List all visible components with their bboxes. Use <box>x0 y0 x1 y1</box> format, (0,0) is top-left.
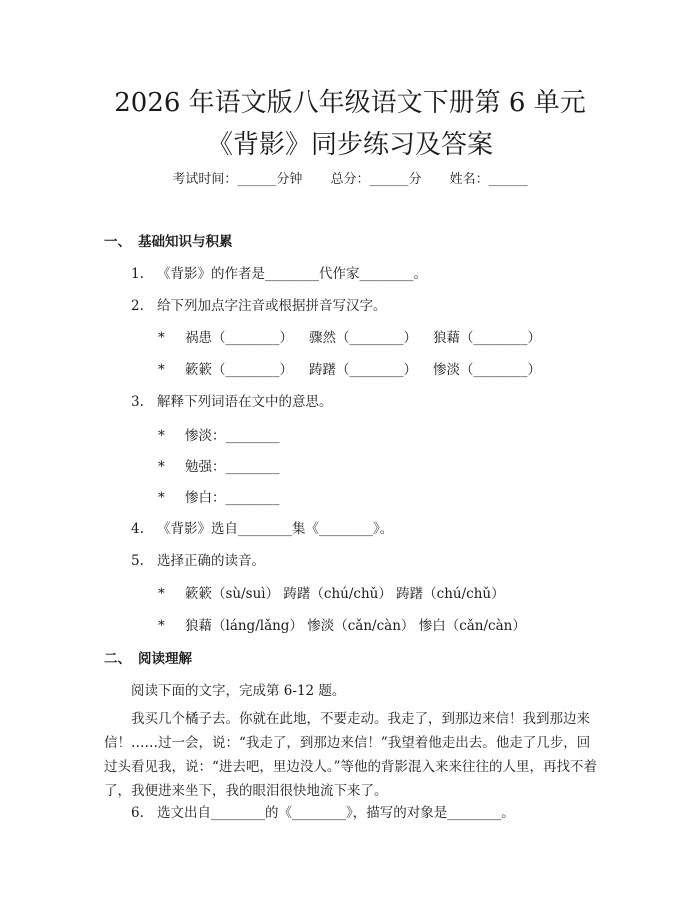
question-text: 选择正确的读音。 <box>157 553 265 569</box>
definition-item <box>158 455 280 475</box>
bullet-icon: * <box>158 362 165 378</box>
section-heading-2 <box>104 647 192 667</box>
question-text: 《背影》的作者是________代作家________。 <box>157 266 427 282</box>
question-number: 4. <box>131 521 144 537</box>
bullet-icon: * <box>158 330 165 346</box>
question-4 <box>131 517 393 537</box>
definition-item <box>158 486 280 506</box>
section-title: 基础知识与积累 <box>138 234 233 250</box>
exam-meta <box>0 168 700 187</box>
reading-choice-row-1 <box>158 582 505 602</box>
question-number: 3. <box>131 394 144 410</box>
definition-blank[interactable]: 勉强：________ <box>185 459 280 475</box>
question-1 <box>131 262 427 282</box>
question-text: 解释下列词语在文中的意思。 <box>157 394 333 410</box>
question-number: 6. <box>131 805 144 821</box>
pinyin-item[interactable]: 狼藉（________） <box>433 330 541 346</box>
reading-passage <box>104 707 600 803</box>
pinyin-item[interactable]: 骤然（________） <box>309 330 417 346</box>
section-title: 阅读理解 <box>138 651 192 667</box>
bullet-icon: * <box>158 618 165 634</box>
pinyin-row-1 <box>158 326 541 346</box>
section-number: 二、 <box>104 651 131 667</box>
section-heading-1 <box>104 230 233 250</box>
question-number: 2. <box>131 298 144 314</box>
definition-blank[interactable]: 惨白：________ <box>185 490 280 506</box>
instruction-text: 阅读下面的文字，完成第 6-12 题。 <box>131 683 346 699</box>
bullet-icon: * <box>158 459 165 475</box>
question-6 <box>131 801 515 821</box>
question-text: 选文出自________的《________》，描写的对象是________。 <box>157 805 515 821</box>
question-2 <box>131 294 387 314</box>
exam-time-field[interactable]: 考试时间：______分钟 <box>172 172 303 187</box>
reading-instruction <box>104 679 600 703</box>
bullet-icon: * <box>158 586 165 602</box>
question-text: 《背影》选自________集《________》。 <box>157 521 394 537</box>
question-3 <box>131 390 333 410</box>
question-number: 1. <box>131 266 144 282</box>
section-number: 一、 <box>104 234 131 250</box>
total-score-field[interactable]: 总分：______分 <box>330 172 422 187</box>
bullet-icon: * <box>158 428 165 444</box>
definition-blank[interactable]: 惨淡：________ <box>185 428 280 444</box>
question-number: 5. <box>131 553 144 569</box>
bullet-icon: * <box>158 490 165 506</box>
page-title: 2026 年语文版八年级语文下册第 6 单元《背影》同步练习及答案 <box>114 88 586 160</box>
question-5 <box>131 549 265 569</box>
passage-text: 我买几个橘子去。你就在此地，不要走动。我走了，到那边来信！我到那边来信！……过一会，说：“我走了，到那边来信！”我望着他走出去。他走了几步，回过头看见我，说：“进去吧，里边没人。”等他的背影混入来来往往的人里，再找不着了，我便进来坐下，我的眼泪很快地流下来了。 <box>104 711 598 799</box>
pinyin-item[interactable]: 惨淡（________） <box>433 362 541 378</box>
pinyin-item[interactable]: 踌躇（________） <box>309 362 417 378</box>
student-name-field[interactable]: 姓名：______ <box>449 172 528 187</box>
reading-choices[interactable]: 狼藉（láng/lǎng） 惨淡（cǎn/càn） 惨白（cǎn/càn） <box>185 618 526 634</box>
reading-choice-row-2 <box>158 614 526 634</box>
pinyin-item[interactable]: 簌簌（________） <box>185 362 293 378</box>
reading-choices[interactable]: 簌簌（sù/suì） 踌躇（chú/chǔ） 踌躇（chú/chǔ） <box>185 586 505 602</box>
pinyin-row-2 <box>158 358 541 378</box>
question-text: 给下列加点字注音或根据拼音写汉字。 <box>157 298 387 314</box>
definition-item <box>158 424 280 444</box>
pinyin-item[interactable]: 祸患（________） <box>185 330 293 346</box>
